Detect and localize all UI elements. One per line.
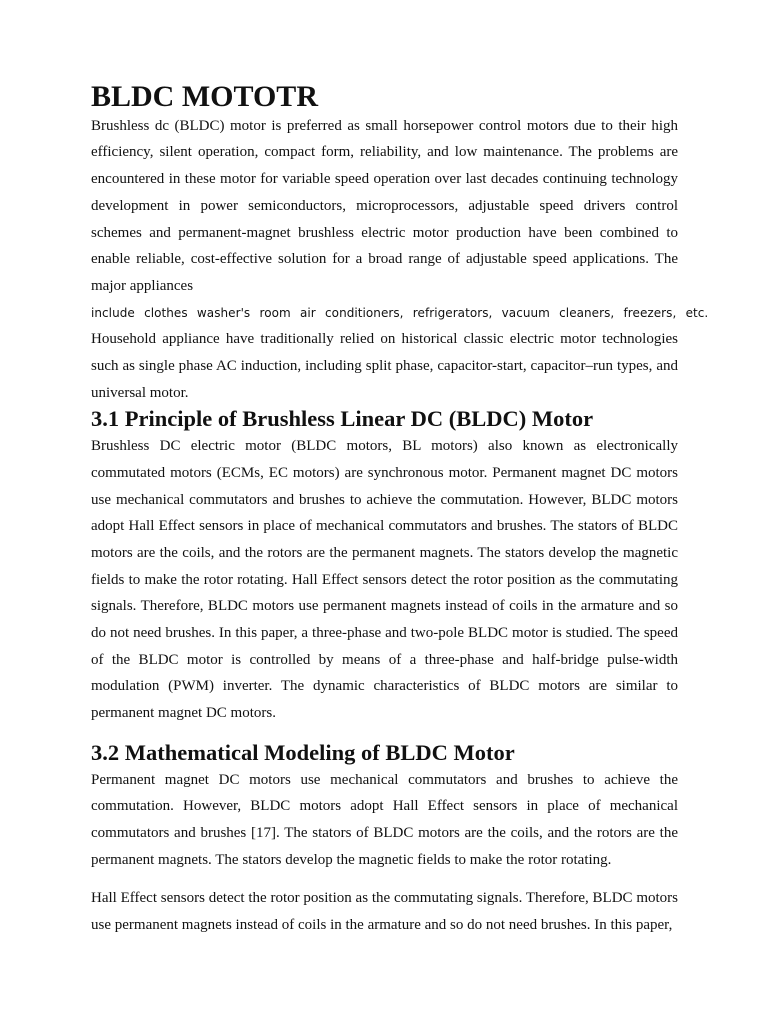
document-body: [91, 80, 709, 939]
principle-paragraph: Brushless DC electric motor (BLDC motors, BL motors) also known as electronically commutated motors (ECMs, EC motors) are synchronous motor. Permanent magnet DC motors use mechanical commutators and brushes to achieve the commutation. However, BLDC motors adopt Hall Effect sensors in place of mechanical commutators and brushes. The stators of BLDC motors are the coils, and the rotors are the permanent magnets. The stators develop the magnetic fields to make the rotor rotating. Hall Effect sensors detect the rotor position as the commutating signals. Therefore, BLDC motors use permanent magnets instead of coils in the armature and so do not need brushes. In this paper, a three-phase and two-pole BLDC motor is studied. The speed of the BLDC motor is controlled by means of a three-phase and half-bridge pulse-width modulation (PWM) inverter. The dynamic characteristics of BLDC motors are similar to permanent magnet DC motors.: [91, 438, 678, 722]
section-heading-principle: 3.1 Principle of Brushless Linear DC (BLDC) Motor: [91, 406, 594, 432]
household-paragraph: Household appliance have traditionally relied on historical classic electric motor technologies such as single phase AC induction, including split phase, capacitor-start, capacitor–run types, and universal motor.: [91, 331, 678, 401]
appliances-line: include clothes washer's room air conditioners, refrigerators, vacuum cleaners, freezers, etc.: [91, 305, 709, 320]
section-heading-modeling: 3.2 Mathematical Modeling of BLDC Motor: [91, 739, 515, 765]
intro-paragraph: Brushless dc (BLDC) motor is preferred as small horsepower control motors due to their high efficiency, silent operation, compact form, reliability, and low maintenance. The problems are encountered in these motor for variable speed operation over last decades continuing technology development in power semiconductors, microprocessors, adjustable speed drivers control schemes and permanent-magnet brushless electric motor production have been combined to enable reliable, cost-effective solution for a broad range of adjustable speed applications. The major appliances: [91, 117, 678, 294]
modeling-paragraph-2: Hall Effect sensors detect the rotor position as the commutating signals. Therefore, BLDC motors use permanent magnets instead of coils in the armature and so do not need brushes. In this paper,: [91, 890, 678, 934]
section-heading-bldc-motor: BLDC MOTOTR: [91, 80, 318, 113]
modeling-paragraph-1: Permanent magnet DC motors use mechanical commutators and brushes to achieve the commutation. However, BLDC motors adopt Hall Effect sensors in place of mechanical commutators and brushes [17]. The stators of BLDC motors are the coils, and the rotors are the permanent magnets. The stators develop the magnetic fields to make the rotor rotating.: [91, 771, 678, 868]
